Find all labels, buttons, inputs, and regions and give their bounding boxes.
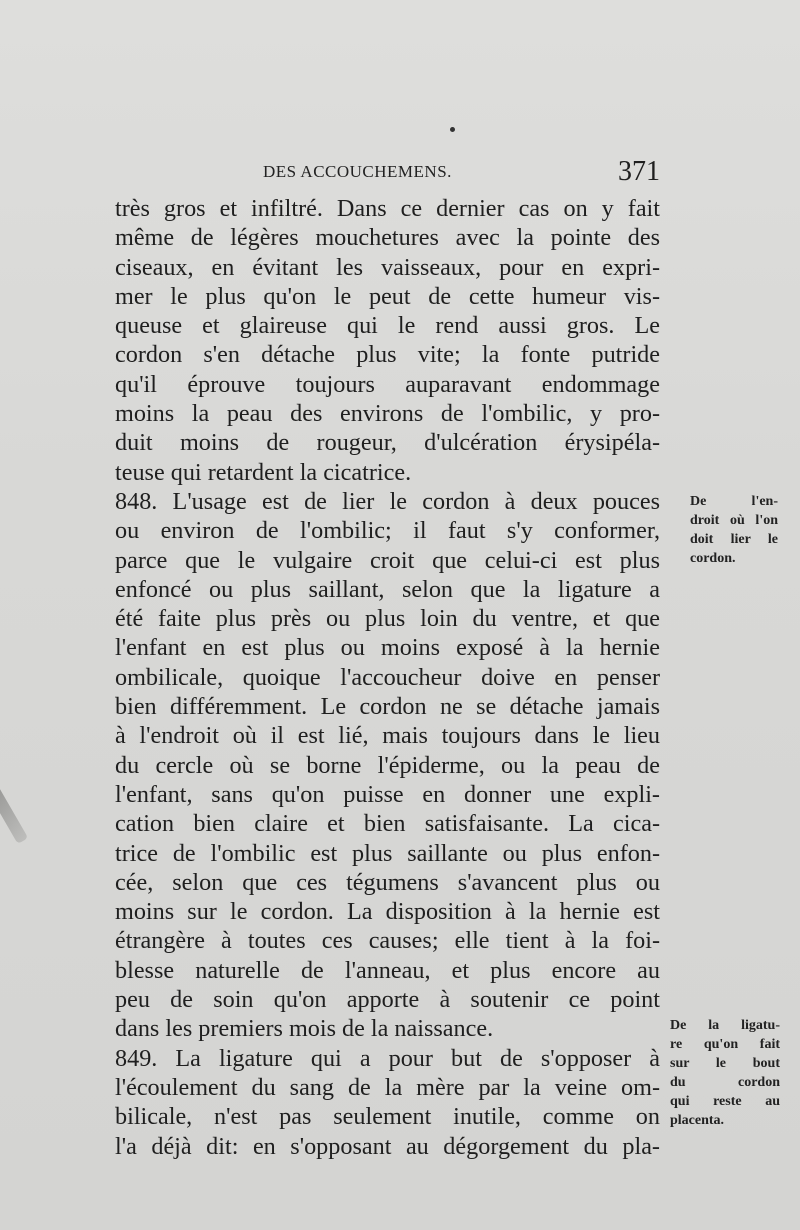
text-line: peu de soin qu'on apporte à soutenir ce point [115,986,660,1014]
running-title: DES ACCOUCHEMENS. [263,162,452,181]
text-line: très gros et infiltré. Dans ce dernier cas on y fait [115,195,660,222]
text-line: moins la peau des environs de l'ombilic, y pro- [115,400,660,428]
body-text [115,194,660,1161]
margin-note-line: droit où l'on [690,513,778,528]
text-line: blesse naturelle de l'anneau, et plus encore au [115,956,660,984]
text-line: cation bien claire et bien satisfaisante. La cica- [115,810,660,838]
text-line: ou environ de l'ombilic; il faut s'y conformer, [115,517,660,545]
margin-note-line: De l'en- [690,494,778,509]
margin-note-cord-tying-location [690,492,778,568]
text-line: qu'il éprouve toujours auparavant endommage [115,370,660,398]
text-line: ombilicale, quoique l'accoucheur doive en penser [115,663,660,691]
margin-note-line: placenta. [670,1113,725,1128]
text-line: moins sur le cordon. La disposition à la hernie est [115,898,660,926]
running-head [115,156,660,190]
text-line: queuse et glaireuse qui le rend aussi gros. Le [115,312,660,340]
margin-note-line: re qu'on fait [670,1037,780,1052]
margin-note-line: doit lier le [690,532,778,547]
text-line: cordon s'en détache plus vite; la fonte putride [115,341,660,369]
text-line: duit moins de rougeur, d'ulcération érysipéla- [115,429,660,457]
text-line: bien différemment. Le cordon ne se détache jamais [115,693,660,721]
margin-note-line: du cordon [670,1075,780,1090]
text-line: enfoncé ou plus saillant, selon que la ligature a [115,575,660,603]
text-line: à l'endroit où il est lié, mais toujours dans le lieu [115,722,660,750]
page-smudge [0,786,28,844]
text-line: l'a déjà dit: en s'opposant au dégorgement du pla- [115,1132,660,1160]
text-line: l'écoulement du sang de la mère par la veine om- [115,1073,660,1101]
paragraph-848-start: 848. L'usage est de lier le cordon à deux pouces [115,487,660,515]
text-line: trice de l'ombilic est plus saillante ou plus enfon- [115,839,660,867]
text-line: cée, selon que ces tégumens s'avancent plus ou [115,868,660,896]
text-line: dans les premiers mois de la naissance. [115,1015,494,1043]
text-line: parce que le vulgaire croit que celui-ci est plus [115,546,660,574]
page-number: 371 [618,156,660,187]
text-line: du cercle où se borne l'épiderme, ou la peau de [115,751,660,779]
text-line: l'enfant en est plus ou moins exposé à la hernie [115,634,660,662]
ink-speck [450,127,455,132]
text-line: étrangère à toutes ces causes; elle tient à la foi- [115,927,660,955]
margin-note-line: qui reste au [670,1094,780,1109]
paragraph-849-start: 849. La ligature qui a pour but de s'opposer à [115,1044,660,1072]
text-line: même de légères mouchetures avec la pointe des [115,224,660,252]
text-line: teuse qui retardent la cicatrice. [115,458,412,486]
text-line: mer le plus qu'on le peut de cette humeur vis- [115,282,660,310]
margin-note-line: cordon. [690,551,736,566]
text-line: ciseaux, en évitant les vaisseaux, pour en expri- [115,253,660,281]
text-line: l'enfant, sans qu'on puisse en donner une expli- [115,780,660,808]
margin-note-line: De la ligatu- [670,1018,780,1033]
text-line: bilicale, n'est pas seulement inutile, comme on [115,1103,660,1131]
margin-note-ligature-placenta [670,1016,780,1130]
margin-note-line: sur le bout [670,1056,780,1071]
text-line: été faite plus près ou plus loin du ventre, et que [115,605,660,633]
